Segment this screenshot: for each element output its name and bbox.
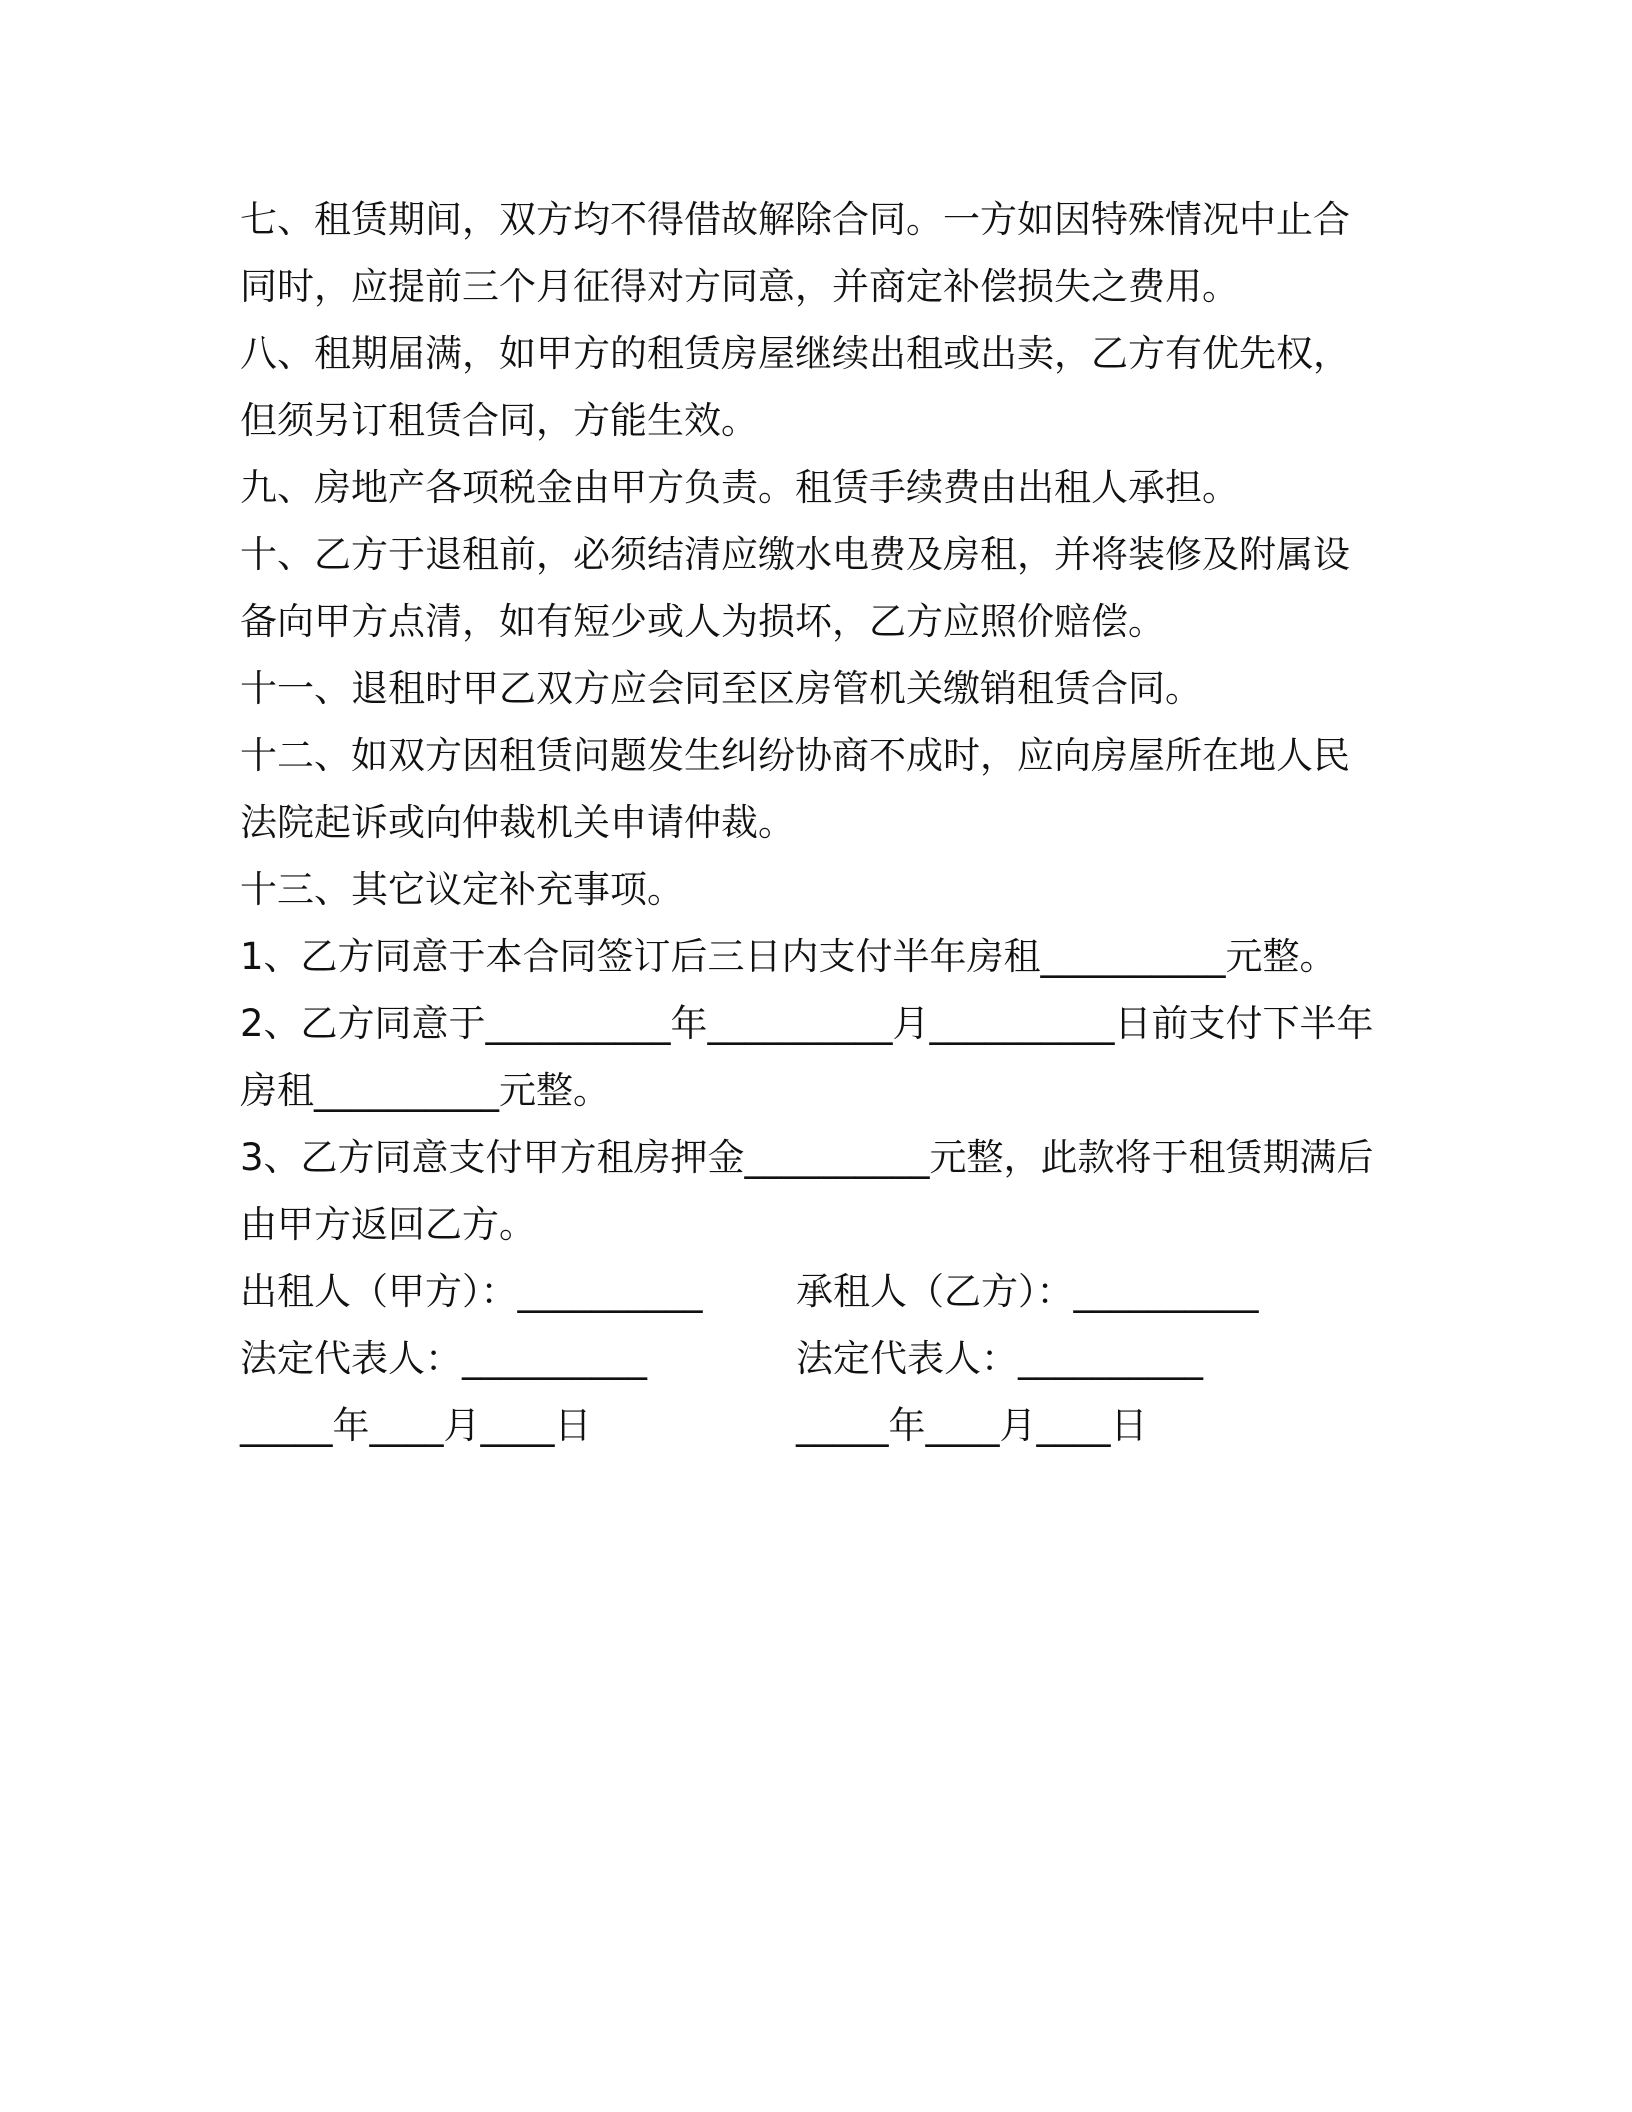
clause-10-line-2: 备向甲方点清，如有短少或人为损坏，乙方应照价赔偿。 <box>240 600 1165 643</box>
clause-8-line-2: 但须另订租赁合同，方能生效。 <box>240 399 758 442</box>
supplement-2-line-2: 房租__________元整。 <box>240 1069 610 1112</box>
signature-date-row <box>240 1392 1420 1459</box>
clause-10-line-1: 十、乙方于退租前，必须结清应缴水电费及房租，并将装修及附属设 <box>240 533 1350 576</box>
clause-12-line-1: 十二、如双方因租赁问题发生纠纷协商不成时，应向房屋所在地人民 <box>240 734 1350 777</box>
lessee-date-field: _____年____月____日 <box>796 1404 1148 1447</box>
supplement-1: 1、乙方同意于本合同签订后三日内支付半年房租__________元整。 <box>240 935 1337 978</box>
lessee-signature-field: 承租人（乙方）：__________ <box>796 1270 1259 1313</box>
lessee-representative-field: 法定代表人：__________ <box>796 1337 1203 1380</box>
supplement-2-line-1: 2、乙方同意于__________年__________月__________日前支付下半年 <box>240 1002 1374 1045</box>
contract-page <box>240 186 1420 1459</box>
supplement-3-line-1: 3、乙方同意支付甲方租房押金__________元整，此款将于租赁期满后 <box>240 1136 1374 1179</box>
lessor-signature-field: 出租人（甲方）：__________ <box>240 1270 703 1313</box>
signature-party-row <box>240 1258 1420 1325</box>
lessor-representative-field: 法定代表人：__________ <box>240 1337 647 1380</box>
clause-13: 十三、其它议定补充事项。 <box>240 868 684 911</box>
clause-7-line-1: 七、租赁期间，双方均不得借故解除合同。一方如因特殊情况中止合 <box>240 198 1350 241</box>
lessor-date-field: _____年____月____日 <box>240 1404 592 1447</box>
clause-11: 十一、退租时甲乙双方应会同至区房管机关缴销租赁合同。 <box>240 667 1202 710</box>
clause-12-line-2: 法院起诉或向仲裁机关申请仲裁。 <box>240 801 795 844</box>
supplement-3-line-2: 由甲方返回乙方。 <box>240 1203 536 1246</box>
clause-7-line-2: 同时，应提前三个月征得对方同意，并商定补偿损失之费用。 <box>240 265 1239 308</box>
clause-8-line-1: 八、租期届满，如甲方的租赁房屋继续出租或出卖，乙方有优先权， <box>240 332 1350 375</box>
signature-representative-row <box>240 1325 1420 1392</box>
clause-9: 九、房地产各项税金由甲方负责。租赁手续费由出租人承担。 <box>240 466 1239 509</box>
